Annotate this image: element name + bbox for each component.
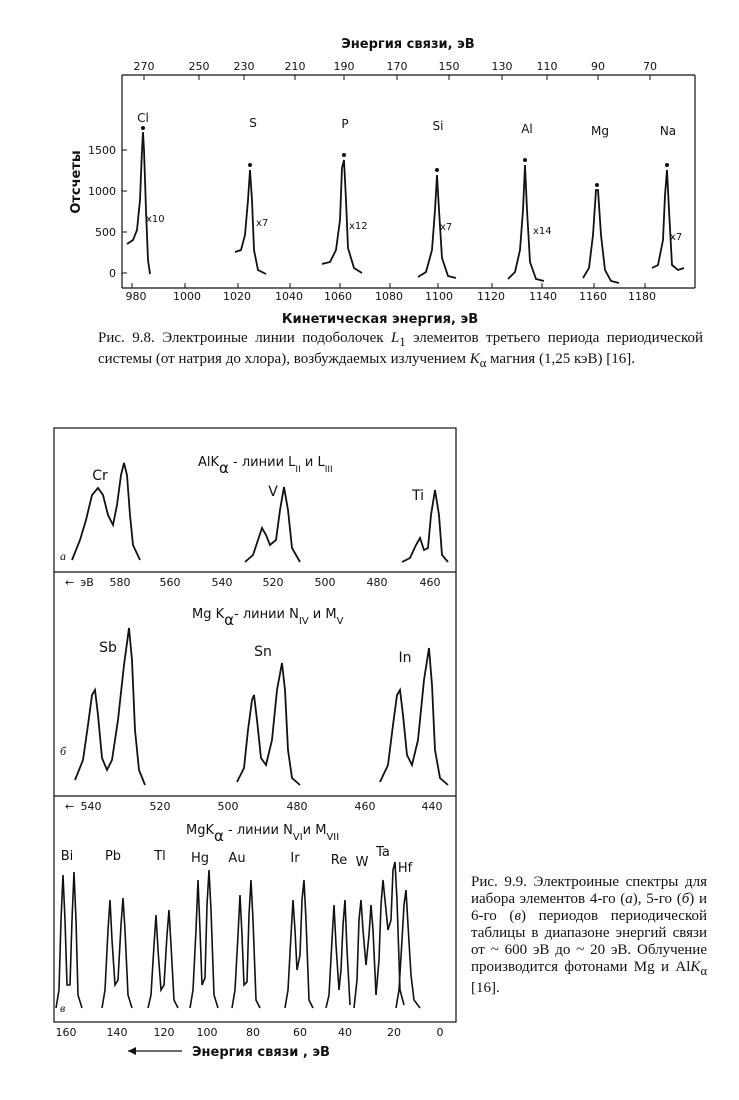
tick-label: 140	[106, 1026, 128, 1039]
tick-label: 580	[109, 576, 131, 589]
element-label-cl: Cl	[137, 111, 149, 125]
caption-text: Рис. 9.9. Электроиные спектры для иабора элементов 4-го (	[471, 874, 707, 907]
bottom-tick-label: 980	[125, 290, 147, 303]
element-label-si: Si	[432, 119, 444, 133]
tick-label: 540	[80, 800, 102, 813]
spectrum-curve-sn	[237, 663, 300, 785]
bottom-tick-label: 1140	[529, 290, 557, 303]
spectrum-curve-hf	[396, 890, 420, 1008]
caption-text: ), 5-го (	[632, 891, 682, 907]
panel-c-axis-title	[128, 1045, 330, 1060]
tick-label: 520	[262, 576, 284, 589]
spectrum-curve-ir	[285, 880, 313, 1008]
bottom-tick-label: 1000	[173, 290, 201, 303]
peak-max-s	[248, 163, 252, 167]
y-axis-title: Отсчеты	[69, 150, 84, 214]
multiplier-label: x7	[670, 232, 683, 243]
tick-label: 560	[159, 576, 181, 589]
bottom-tick-label: 1180	[628, 290, 656, 303]
tick-label: 60	[293, 1026, 307, 1039]
multiplier-label: x14	[533, 226, 552, 237]
element-label-w: W	[355, 855, 369, 870]
y-tick-label: 500	[95, 226, 116, 239]
tick-label: 0	[436, 1026, 444, 1039]
axis-arrow-a: ←	[65, 576, 75, 589]
spectrum-curve-tl	[148, 910, 178, 1008]
tick-label: 540	[211, 576, 233, 589]
caption-letter: в	[514, 908, 521, 924]
top-tick-label: 270	[133, 60, 155, 73]
panel-a-ticks	[65, 576, 441, 589]
energy-axis-title: Энергия связи , эВ	[192, 1045, 330, 1060]
multiplier-label: x10	[146, 214, 165, 225]
element-label-na: Na	[659, 124, 677, 138]
element-label-re: Re	[330, 853, 348, 868]
caption-subscript: α	[479, 356, 487, 370]
bottom-tick-label: 1100	[425, 290, 453, 303]
top-ticks	[134, 60, 658, 73]
peak-max-p	[342, 153, 346, 157]
spectrum-curve-re	[326, 900, 350, 1008]
panel-a	[60, 455, 448, 589]
panel-a-curves	[72, 463, 448, 562]
peak-maxima	[141, 126, 669, 187]
spectrum-curve-au	[232, 880, 260, 1008]
multiplier-label: x7	[256, 218, 269, 229]
tick-label: 500	[217, 800, 239, 813]
element-label-au: Au	[228, 851, 246, 866]
caption-symbol: K	[690, 959, 701, 975]
axis-arrow-b: ←	[65, 800, 75, 813]
tick-label: 440	[421, 800, 443, 813]
figure-9-9-caption	[471, 874, 707, 997]
tick-label: 80	[246, 1026, 260, 1039]
top-tick-label: 250	[188, 60, 210, 73]
spectrum-curve-hg	[190, 870, 218, 1008]
element-label-v: V	[268, 484, 278, 500]
tick-label: 460	[419, 576, 441, 589]
caption-symbol: L	[391, 330, 400, 346]
spectrum-curve-w	[354, 900, 376, 1008]
peak-max-cl	[141, 126, 145, 130]
caption-text: ) и 6-го (	[471, 891, 708, 924]
top-tick-label: 150	[438, 60, 460, 73]
element-label-ir: Ir	[290, 851, 300, 866]
peak-max-al	[523, 158, 527, 162]
top-tick-label: 110	[536, 60, 558, 73]
panel-b-letter: б	[60, 744, 67, 758]
element-labels	[137, 111, 676, 138]
element-label-sb: Sb	[99, 640, 117, 656]
panel-a-letter: а	[60, 549, 66, 563]
spectrum-curve-in	[380, 648, 448, 785]
peak-curve-na	[652, 170, 684, 270]
y-ticks	[88, 144, 116, 280]
tick-label: 500	[314, 576, 336, 589]
element-label-hg: Hg	[190, 851, 210, 866]
panel-c-ticks	[56, 1026, 444, 1039]
multiplier-label: x12	[349, 221, 368, 232]
top-tick-label: 170	[386, 60, 408, 73]
axis-arrow-head	[128, 1047, 136, 1055]
element-label-in: In	[398, 650, 412, 666]
bottom-ticks	[126, 290, 657, 303]
top-tick-label: 190	[333, 60, 355, 73]
top-axis-title: Энергия связи, эВ	[341, 37, 475, 52]
caption-letter: а	[625, 891, 633, 907]
figure-9-9	[54, 428, 456, 1060]
bottom-tick-label: 1020	[223, 290, 251, 303]
caption-text: [16].	[471, 980, 500, 996]
spectrum-curve-bi	[56, 872, 82, 1008]
frame-ticks	[122, 75, 650, 288]
spectrum-curve-pb	[102, 898, 132, 1008]
panel-c-title: MgKα - линии $N_{VI}и$ $M_{VII}$	[186, 823, 340, 845]
y-tick-label: 0	[109, 267, 116, 280]
caption-subscript: α	[700, 964, 707, 978]
multiplier-label: x7	[440, 222, 453, 233]
panel-a-title: AlKα - линии $L_{II}$ и $L_{III}$	[198, 455, 333, 477]
top-tick-label: 210	[284, 60, 306, 73]
plot-frame	[122, 75, 695, 288]
caption-text: ) периодов периодической таблицы в диапазоне энергий связи от ~ 600 эВ до ~ 20 эВ. Облучение производится фотонами Mg и Al	[471, 908, 707, 975]
element-label-s: S	[249, 116, 257, 130]
tick-label: 460	[354, 800, 376, 813]
element-label-p: P	[341, 117, 349, 131]
tick-label: 40	[338, 1026, 352, 1039]
panel-b	[60, 607, 448, 813]
peak-curve-mg	[583, 190, 619, 283]
peak-curve-cl	[127, 132, 150, 274]
panel-c-letter: в	[60, 1001, 66, 1015]
top-tick-label: 90	[591, 60, 605, 73]
panel-b-labels	[99, 640, 411, 666]
element-label-pb: Pb	[104, 849, 122, 864]
caption-subscript: 1	[399, 335, 406, 349]
panel-a-labels	[92, 468, 424, 504]
panel-b-ticks	[65, 800, 443, 813]
element-label-bi: Bi	[60, 849, 74, 864]
bottom-axis-title: Кинетическая энергия, эВ	[281, 312, 479, 327]
spectra-curves	[127, 132, 684, 283]
tick-label: 480	[366, 576, 388, 589]
element-label-cr: Cr	[92, 468, 108, 484]
peak-max-mg	[595, 183, 599, 187]
caption-text: магния (1,25 кэВ) [16].	[486, 351, 635, 367]
y-tick-label: 1500	[88, 144, 116, 157]
panel-c	[56, 823, 444, 1060]
panel-b-title: Mg Kα- линии $N_{IV}$ и $M_V$	[192, 607, 344, 629]
element-label-mg: Mg	[591, 124, 609, 138]
element-label-hf: Hf	[397, 861, 413, 876]
element-label-sn: Sn	[254, 644, 272, 660]
caption-letter: б	[681, 891, 690, 907]
peak-max-si	[435, 168, 439, 172]
bottom-tick-label: 1040	[275, 290, 303, 303]
bottom-tick-label: 1080	[375, 290, 403, 303]
peak-curve-p	[322, 160, 362, 273]
top-tick-label: 130	[491, 60, 513, 73]
axis-unit-label: эВ	[80, 576, 94, 589]
top-tick-label: 70	[643, 60, 657, 73]
element-label-ta: Ta	[376, 845, 390, 860]
bottom-tick-label: 1160	[579, 290, 607, 303]
caption-text: элемеитов третьего периода периодической системы (от натрия до хлора), возбуждаемых излучением	[98, 330, 703, 367]
element-label-ti: Ti	[411, 488, 425, 504]
element-label-al: Al	[521, 122, 533, 136]
caption-symbol: K	[469, 351, 480, 367]
tick-label: 480	[286, 800, 308, 813]
tick-label: 20	[387, 1026, 401, 1039]
bottom-tick-label: 1060	[324, 290, 352, 303]
tick-label: 120	[153, 1026, 175, 1039]
bottom-tick-label: 1120	[477, 290, 505, 303]
element-label-tl: Tl	[154, 849, 166, 864]
tick-label: 520	[149, 800, 171, 813]
top-tick-label: 230	[233, 60, 255, 73]
peak-max-na	[665, 163, 669, 167]
tick-label: 160	[55, 1026, 77, 1039]
figure-9-8-caption	[98, 330, 703, 372]
spectrum-curve-ti	[402, 490, 448, 562]
panel-c-curves	[56, 862, 420, 1008]
tick-label: 100	[196, 1026, 218, 1039]
caption-text: Рис. 9.8. Электроиные линии подоболочек	[98, 330, 392, 346]
y-tick-label: 1000	[88, 185, 116, 198]
figure-9-8	[69, 37, 695, 327]
peak-curve-al	[508, 165, 544, 281]
panel-c-labels	[61, 845, 413, 876]
